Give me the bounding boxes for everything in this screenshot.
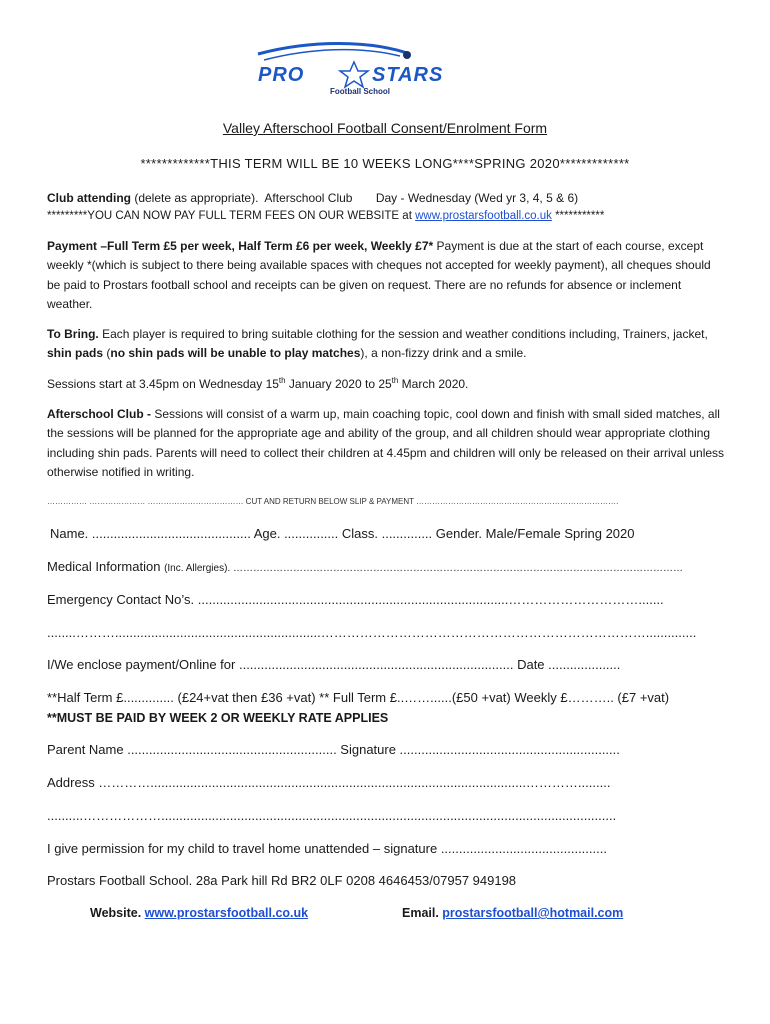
footer-website-label: Website. (90, 906, 145, 920)
address-line-2[interactable]: ..........……………….............................................................................................................................. (47, 808, 617, 823)
logo-word-right: STARS (372, 64, 444, 86)
afterschool-paragraph (47, 405, 727, 482)
form-title: Valley Afterschool Football Consent/Enrolment Form (222, 120, 548, 136)
logo-word-left: PRO (258, 64, 305, 86)
footer-website (90, 906, 308, 920)
term-banner: *************THIS TERM WILL BE 10 WEEKS LONG****SPRING 2020************* (140, 156, 630, 171)
afterschool-text: Sessions will consist of a warm up, main coaching topic, cool down and finish with small sided matches, all the sessions will be planned for the appropriate age and ability of the group, and all children should wear appropriate clothing including shin pads. Parents will need to collect their children at 4.45pm and children will only be released on their arrival unless otherwise notified in writing. (47, 407, 725, 479)
footer-email-label: Email. (402, 906, 443, 920)
to-bring-warning: no shin pads will be unable to play matches (110, 346, 361, 361)
pay-online-notice (47, 207, 727, 226)
footer-email (402, 906, 623, 920)
website-link[interactable]: www.prostarsfootball.co.uk (415, 210, 552, 222)
medical-information-line[interactable] (47, 559, 683, 574)
emergency-contact-line-2[interactable]: ........……….........................................................………………………………………………………………….............. (47, 625, 697, 640)
to-bring-text-3: ), a non-fizzy drink and a smile. (360, 346, 527, 361)
footer-website-link[interactable]: www.prostarsfootball.co.uk (144, 906, 309, 920)
pay-online-prefix: *********YOU CAN NOW PAY FULL TERM FEES ON OUR WEBSITE at (47, 210, 416, 222)
to-bring-text-1: Each player is required to bring suitable clothing for the session and weather conditions including, Trainers, jacket, (98, 327, 708, 341)
fees-line[interactable]: **Half Term £.............. (£24+vat then £36 +vat) ** Full Term £..……......(£50 +vat) Weekly £……….. (£7 +vat) (47, 690, 670, 705)
to-bring-label: To Bring. (47, 327, 99, 341)
pay-online-suffix: *********** (551, 210, 605, 222)
payment-paragraph (47, 237, 727, 314)
logo-tagline: Football School (330, 87, 390, 96)
afterschool-label: Afterschool Club - (47, 407, 151, 421)
club-name: Afterschool Club (264, 191, 353, 205)
enclose-payment-line[interactable]: I/We enclose payment/Online for ............................................................................ Date .................... (47, 657, 621, 672)
cut-line: …………… ………………… ……………………………… CUT AND RETURN BELOW SLIP & PAYMENT …………………………………………………………………. (47, 497, 619, 506)
to-bring-paragraph (47, 325, 727, 364)
payment-text: Payment is due at the start of each course, except weekly *(which is subject to there being available spaces with cheques not accepted for weekly payment), all cheques should be paid to Prostars football school and receipts can be given on request. There are no refunds for absence or inclement weather. (47, 239, 711, 311)
sessions-sup-1: th (278, 376, 286, 385)
to-bring-text-2: ( (103, 346, 111, 361)
club-attending-note: (delete as appropriate). (131, 191, 259, 205)
name-age-class-line[interactable]: Name. ............................................ Age. ............... Class. .............. Gender. Male/Female Spring 2020 (50, 526, 635, 541)
medical-note: (Inc. Allergies). ……………………………………………………………………………………………………………………… (164, 563, 683, 574)
sessions-text-1: Sessions start at 3.45pm on Wednesday 15 (47, 377, 279, 391)
must-pay-notice: **MUST BE PAID BY WEEK 2 OR WEEKLY RATE APPLIES (47, 711, 389, 725)
sessions-dates (47, 375, 727, 394)
medical-label: Medical Information (47, 559, 165, 574)
sessions-text-2: January 2020 to 25 (285, 377, 392, 391)
parent-name-signature-line[interactable]: Parent Name .......................................................... Signature ............................................................. (47, 742, 620, 757)
sessions-sup-2: th (391, 376, 399, 385)
address-line[interactable]: Address …………........................................................................................................…………......... (47, 775, 611, 790)
to-bring-shin-pads: shin pads (47, 346, 104, 361)
footer-email-link[interactable]: prostarsfootball@hotmail.com (442, 906, 624, 920)
travel-permission-line[interactable]: I give permission for my child to travel home unattended – signature .............................................. (47, 841, 607, 856)
sessions-text-3: March 2020. (398, 377, 469, 391)
school-contact: Prostars Football School. 28a Park hill Rd BR2 0LF 0208 4646453/07957 949198 (47, 873, 517, 888)
emergency-contact-line[interactable]: Emergency Contact No’s. ......................................................................................…………………………....... (47, 592, 664, 607)
club-attending-label: Club attending (47, 191, 131, 205)
club-attending (47, 189, 727, 208)
prostars-logo (250, 42, 475, 102)
club-day: Day - Wednesday (Wed yr 3, 4, 5 & 6) (375, 191, 579, 205)
payment-label: Payment –Full Term £5 per week, Half Term £6 per week, Weekly £7* (47, 239, 434, 253)
